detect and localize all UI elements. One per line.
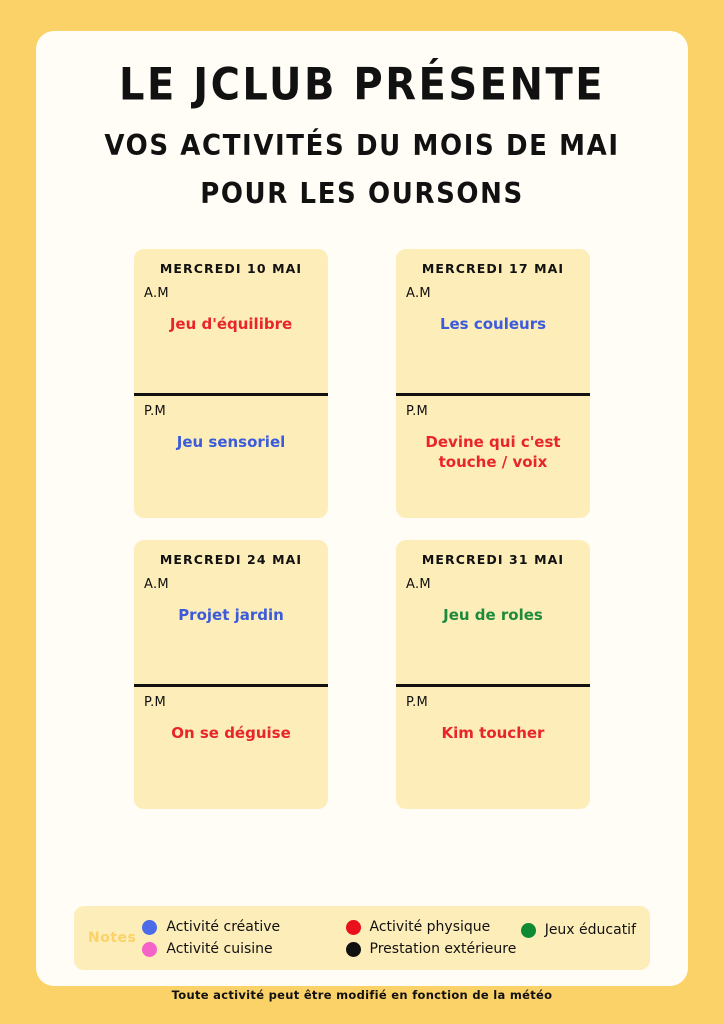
activity-title: On se déguise: [171, 724, 291, 742]
legend-items: [142, 916, 520, 960]
legend-dot-icon: [346, 920, 361, 935]
slot-label-pm: P.M: [406, 404, 429, 419]
legend-label: Prestation extérieure: [369, 941, 517, 957]
card-slot-am: [396, 569, 590, 684]
activity-card: [134, 540, 328, 809]
card-slot-am: [134, 278, 328, 393]
activity-title: Jeu d'équilibre: [169, 315, 293, 333]
card-slot-am: [134, 569, 328, 684]
card-slot-pm: [134, 687, 328, 809]
card-slot-am: [396, 278, 590, 393]
legend-dot-icon: [521, 923, 536, 938]
activity-card: [134, 249, 328, 518]
activity-title: Jeu de roles: [443, 606, 543, 624]
legend-item: [332, 938, 521, 960]
slot-label-am: A.M: [406, 577, 431, 592]
card-date: MERCREDI 24 MAI: [159, 552, 303, 567]
card-date: MERCREDI 31 MAI: [421, 552, 565, 567]
legend-dot-icon: [142, 920, 157, 935]
slot-label-pm: P.M: [406, 695, 429, 710]
slot-label-am: A.M: [406, 286, 431, 301]
legend-label: Activité cuisine: [166, 941, 273, 957]
legend-item: [521, 919, 636, 941]
card-date: MERCREDI 10 MAI: [159, 261, 303, 276]
legend-item: [142, 938, 331, 960]
slot-label-am: A.M: [144, 577, 169, 592]
activity-title: Kim toucher: [441, 724, 545, 742]
legend-title: Notes: [88, 930, 137, 946]
subtitle-line-1: VOS ACTIVITÉS DU MOIS DE MAI: [104, 129, 620, 163]
activity-title: Jeu sensoriel: [176, 433, 286, 451]
legend-items-third-column: [521, 916, 636, 941]
subtitle-line-2: POUR LES OURSONS: [200, 177, 524, 211]
legend-dot-icon: [142, 942, 157, 957]
legend-item: [142, 916, 331, 938]
legend-label: Activité physique: [369, 919, 491, 935]
card-slot-pm: [396, 396, 590, 518]
activity-title: Les couleurs: [439, 315, 547, 333]
slot-label-pm: P.M: [144, 695, 167, 710]
slot-label-pm: P.M: [144, 404, 167, 419]
activity-card: [396, 249, 590, 518]
footer-note: Toute activité peut être modifié en fonction de la météo: [171, 988, 553, 1002]
title-block: [36, 31, 688, 211]
slot-label-am: A.M: [144, 286, 169, 301]
legend-item: [332, 916, 521, 938]
page-title: LE JCLUB PRÉSENTE: [118, 59, 606, 111]
card-slot-pm: [134, 396, 328, 518]
poster: [36, 31, 688, 986]
legend-label: Jeux éducatif: [544, 922, 636, 938]
activity-title: Devine qui c'est touche / voix: [425, 433, 561, 471]
activity-title: Projet jardin: [178, 606, 284, 624]
activity-card: [396, 540, 590, 809]
legend-label: Activité créative: [166, 919, 281, 935]
legend-dot-icon: [346, 942, 361, 957]
legend: [74, 906, 650, 970]
card-slot-pm: [396, 687, 590, 809]
activity-card-grid: [36, 249, 688, 831]
card-date: MERCREDI 17 MAI: [421, 261, 565, 276]
